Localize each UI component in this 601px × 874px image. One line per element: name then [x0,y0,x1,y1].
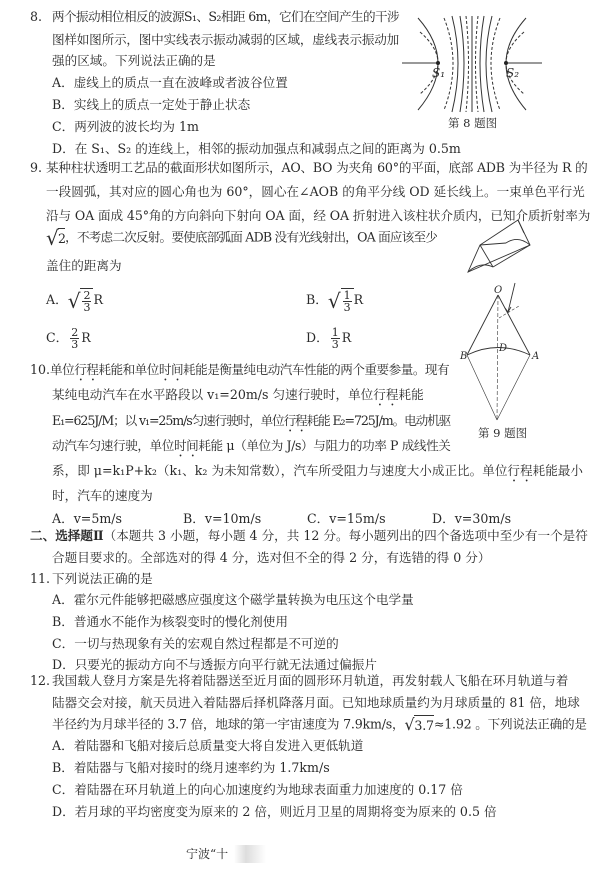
q10-stem-line: 系，即 μ=k₁P+k₂（k₁、k₂ 为未知常数），汽车所受阻力与速度大小成正比。单位行程耗能最小 [52,463,583,478]
q10-option-b: B．v=10m/s [183,511,262,526]
q8-number: 8. [30,9,43,24]
q8-stem-line: 两个振动相位相反的波源S₁、S₂相距 6m，它们在空间产生的干涉 [52,9,399,24]
q11-option-c: C．一切与热现象有关的宏观自然过程都是不可逆的 [52,636,339,651]
q11-number: 11. [30,571,51,586]
q12-stem-line: 我国载人登月方案是先将着陆器送至近月面的圆形环月轨道，再发射载人飞船在环月轨道与着 [52,673,569,688]
section-2-heading: 二、选择题Ⅱ（本题共 3 小题，每小题 4 分，共 12 分。每小题列出的四个备选项中至少有一个是符 [30,528,588,543]
sqrt-symbol: √ 2 [46,226,66,250]
q10-stem-line: 单位行程耗能和单位时间耗能是衡量纯电动汽车性能的两个重要参量。现有 [50,362,450,377]
q11-option-b: B．普通水不能作为核裂变时的慢化剂使用 [52,614,288,629]
q12-number: 12. [30,673,51,688]
q9-stem-line: 沿与 OA 面成 45°角的方向斜向下射向 OA 面，经 OA 折射进入该柱状介质内，已知介质折射率为 [46,208,591,223]
q11-option-d: D．只要光的振动方向不与透振方向平行就无法通过偏振片 [52,657,377,672]
q11-option-a: A．霍尔元件能够把磁感应强度这个磁学量转换为电压这个电学量 [52,592,414,607]
q10-stem-line: 动汽车匀速行驶，单位时间耗能 μ（单位为 J/s）与阻力的功率 P 成线性关 [52,438,451,453]
q12-option-c: C．着陆器在环月轨道上的向心加速度约为地球表面重力加速度的 0.17 倍 [52,782,463,797]
q9-label-a: A [532,351,540,362]
q12-stem-line: 陆器交会对接，航天员进入着陆器后择机降落月面。已知地球质量约为月球质量的 81 倍，地球 [52,695,580,710]
q11-stem: 下列说法正确的是 [52,571,153,586]
q9-option-c: C． $\frac{2}{3}$ R [46,326,91,351]
q10-stem-line: 某纯电动汽车在水平路段以 v₁=20m/s 匀速行驶时，单位行程耗能 [52,387,424,402]
q8-option-d: D．在 S₁、S₂ 的连线上，相邻的振动加强点和减弱点之间的距离为 0.5m [52,141,461,156]
q9-stem-line: 盖住的距离为 [46,258,122,273]
q9-option-d: D． $\frac{1}{3}$ R [306,326,352,351]
q8-option-b: B．实线上的质点一定处于静止状态 [52,97,251,112]
q9-number: 9. [30,160,43,175]
q10-number: 10. [30,362,51,377]
q8-option-c: C．两列波的波长均为 1m [52,119,199,134]
q9-label-b: B [460,351,468,362]
q8-label-s2: S₂ [506,66,520,80]
q12-stem-line: 半径约为月球半径的 3.7 倍，地球的第一宇宙速度为 7.9km/s， √ 3.7 ≈1.92 。下列说法正确的是 [52,715,587,734]
q8-label-s1: S₁ [432,66,446,80]
q8-interference-figure [400,10,550,120]
q9-option-a: A． √ $\frac{2}{3}$ R [46,288,103,314]
q9-stem-line: √ 2 ，不考虑二次反射。要使底部弧面 ADB 没有光线射出，OA 面应该至少 [46,226,438,250]
q10-option-a: A．v=5m/s [52,511,123,526]
q10-option-d: D．v=30m/s [432,511,512,526]
q8-stem-line: 强的区域。下列说法正确的是 [52,53,216,68]
q12-option-b: B．着陆器与飞船对接时的绕月速率约为 1.7km/s [52,760,330,775]
q12-option-a: A．着陆器和飞船对接后总质量变大将自发进入更低轨道 [52,738,364,753]
q9-label-o: O [494,285,503,296]
page-footer: 宁波“十 [186,845,266,863]
q9-option-b: B． √ $\frac{1}{3}$ R [306,288,364,314]
q9-stem-line: 一段圆弧，其对应的圆心角也为 60°，圆心在∠AOB 的角平分线 OD 延长线上。一束单色平行光 [46,184,585,199]
q9-stem-line: 某种柱状透明工艺品的截面形状如图所示，AO、BO 为夹角 60°的平面，底部 ADB 为半径为 R 的 [46,160,588,175]
q8-figure-caption: 第 8 题图 [448,116,498,130]
q12-option-d: D．若月球的平均密度变为原来的 2 倍，则近月卫星的周期将变为原来的 0.5 倍 [52,804,497,819]
section-2-instructions: 合题目要求的。全部选对的得 4 分，选对但不全的得 2 分，有选错的得 0 分） [52,550,491,565]
q10-stem-line: 时，汽车的速度为 [52,488,153,503]
q8-option-a: A．虚线上的质点一直在波峰或者波谷位置 [52,75,288,90]
q9-figure-caption: 第 9 题图 [478,426,528,440]
q9-label-d: D [499,343,508,354]
q8-stem-line: 图样如图所示，图中实线表示振动减弱的区域，虚线表示振动加 [52,32,400,47]
q10-stem-line: E₁=625J/M；以 v₁=25m/s匀速行驶时，单位行程耗能 E₂=725J/m。电动机驱 [52,413,451,428]
q10-option-c: C．v=15m/s [307,511,386,526]
